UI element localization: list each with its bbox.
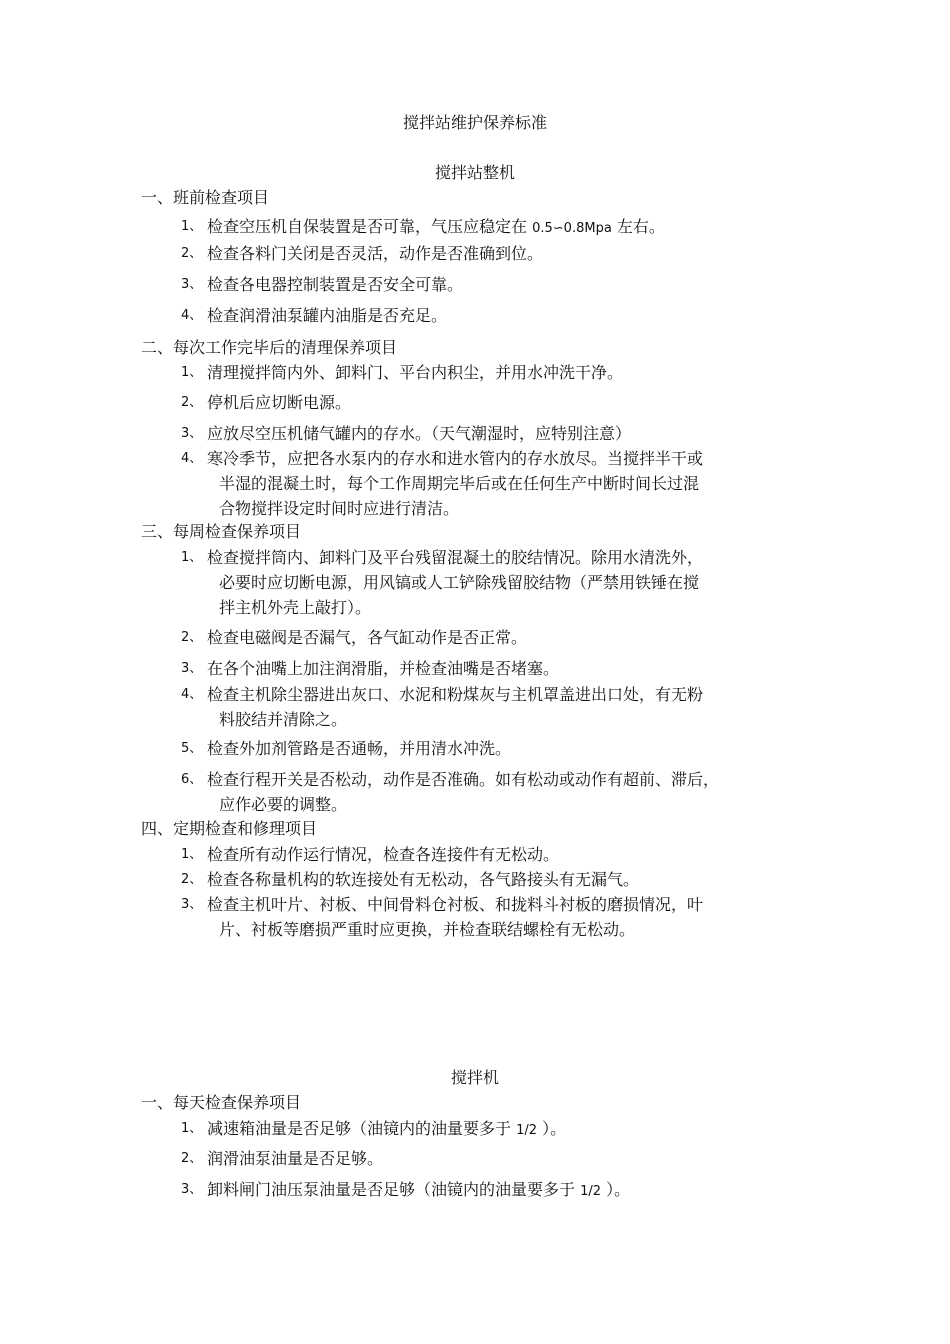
list-item: [181, 446, 821, 521]
list-item: [181, 390, 821, 415]
pressure-range: 0.5∽0.8Mpa: [532, 221, 612, 236]
list-item: [181, 892, 821, 942]
list-item: [181, 867, 821, 892]
item-number: 6、: [181, 772, 203, 787]
item-number: 3、: [181, 661, 203, 676]
list-item: [181, 736, 821, 761]
item-text-line: 拌主机外壳上敲打）。: [219, 598, 372, 617]
item-number: 1、: [181, 1121, 203, 1136]
item-number: 3、: [181, 897, 203, 912]
section-heading: 一、班前检查项目: [141, 188, 270, 207]
list-item: [181, 767, 821, 817]
list-item: [181, 360, 821, 385]
item-text-line: 检查主机叶片、衬板、中间骨料仓衬板、和拢料斗衬板的磨损情况，叶: [207, 895, 704, 914]
item-text-a: 卸料闸门油压泵油量是否足够（油镜内的油量要多于: [207, 1180, 576, 1199]
item-text: [207, 214, 821, 241]
item-number: 3、: [181, 426, 203, 441]
item-text: 检查各料门关闭是否灵活，动作是否准确到位。: [207, 244, 544, 263]
section-heading: 三、每周检查保养项目: [141, 522, 302, 541]
item-text-a: 减速箱油量是否足够（油镜内的油量要多于: [207, 1119, 512, 1138]
item-number: 3、: [181, 1182, 203, 1197]
list-item: [181, 1177, 821, 1204]
item-number: 2、: [181, 246, 203, 261]
item-text: 检查所有动作运行情况，检查各连接件有无松动。: [207, 845, 560, 864]
item-number: 1、: [181, 365, 203, 380]
list-item: [181, 625, 821, 650]
item-number: 4、: [181, 687, 203, 702]
item-text: 检查各称量机构的软连接处有无松动，各气路接头有无漏气。: [207, 870, 640, 889]
part2-heading: 搅拌机: [450, 1068, 499, 1087]
item-text: 检查外加剂管路是否通畅，并用清水冲洗。: [207, 739, 512, 758]
item-text: 在各个油嘴上加注润滑脂，并检查油嘴是否堵塞。: [207, 659, 560, 678]
item-number: 4、: [181, 451, 203, 466]
item-text-line: 应作必要的调整。: [219, 795, 348, 814]
item-text: 检查润滑油泵罐内油脂是否充足。: [207, 306, 448, 325]
list-item: [181, 545, 821, 620]
list-item: [181, 682, 821, 732]
item-number: 1、: [181, 847, 203, 862]
section-heading: 一、每天检查保养项目: [141, 1093, 302, 1112]
item-text: [207, 1116, 821, 1143]
item-text-line: 片、衬板等磨损严重时应更换，并检查联结螺栓有无松动。: [219, 920, 636, 939]
item-number: 4、: [181, 308, 203, 323]
document-title: 搅拌站维护保养标准: [402, 113, 547, 132]
section-heading: 二、每次工作完毕后的清理保养项目: [141, 338, 398, 357]
section-heading: 四、定期检查和修理项目: [141, 819, 318, 838]
list-item: [181, 656, 821, 681]
list-item: [181, 421, 821, 446]
item-text-line: 必要时应切断电源，用风镐或人工铲除残留胶结物（严禁用铁锤在搅: [219, 573, 700, 592]
part1-heading: 搅拌站整机: [434, 163, 515, 182]
item-text: 停机后应切断电源。: [207, 393, 352, 412]
list-item: [181, 842, 821, 867]
item-text: 检查电磁阀是否漏气，各气缸动作是否正常。: [207, 628, 528, 647]
item-text-c: ）。: [606, 1180, 631, 1199]
list-item: [181, 303, 821, 328]
item-text-c: ）。: [542, 1119, 567, 1138]
item-text: [207, 1177, 821, 1204]
item-text-line: 检查主机除尘器进出灰口、水泥和粉煤灰与主机罩盖进出口处，有无粉: [207, 685, 704, 704]
list-item: [181, 241, 821, 266]
item-number: 5、: [181, 741, 203, 756]
item-text: 检查各电器控制装置是否安全可靠。: [207, 275, 464, 294]
item-number: 1、: [181, 219, 203, 234]
item-number: 1、: [181, 550, 203, 565]
ratio-value: 1/2: [580, 1184, 602, 1199]
item-text-line: 寒冷季节，应把各水泵内的存水和进水管内的存水放尽。当搅拌半干或: [207, 449, 704, 468]
item-text-line: 合物搅拌设定时间时应进行清洁。: [219, 499, 460, 518]
item-text: 应放尽空压机储气罐内的存水。（天气潮湿时，应特别注意）: [207, 424, 632, 443]
item-text-line: 半湿的混凝土时，每个工作周期完毕后或在任何生产中断时间长过混: [219, 474, 700, 493]
list-item: [181, 214, 821, 241]
item-text: 清理搅拌筒内外、卸料门、平台内积尘，并用水冲洗干净。: [207, 363, 624, 382]
item-text-line: 检查搅拌筒内、卸料门及平台残留混凝土的胶结情况。除用水清洗外，: [207, 548, 704, 567]
list-item: [181, 1116, 821, 1143]
item-number: 2、: [181, 630, 203, 645]
ratio-value: 1/2: [516, 1123, 538, 1138]
item-text-c: 左右。: [616, 217, 665, 236]
item-number: 2、: [181, 1151, 203, 1166]
list-item: [181, 272, 821, 297]
item-number: 2、: [181, 395, 203, 410]
list-item: [181, 1146, 821, 1171]
item-text-a: 检查空压机自保装置是否可靠，气压应稳定在: [207, 217, 528, 236]
item-number: 2、: [181, 872, 203, 887]
item-number: 3、: [181, 277, 203, 292]
item-text-line: 料胶结并清除之。: [219, 710, 348, 729]
item-text-line: 检查行程开关是否松动，动作是否准确。如有松动或动作有超前、滞后，: [207, 770, 720, 789]
item-text: 润滑油泵油量是否足够。: [207, 1149, 384, 1168]
